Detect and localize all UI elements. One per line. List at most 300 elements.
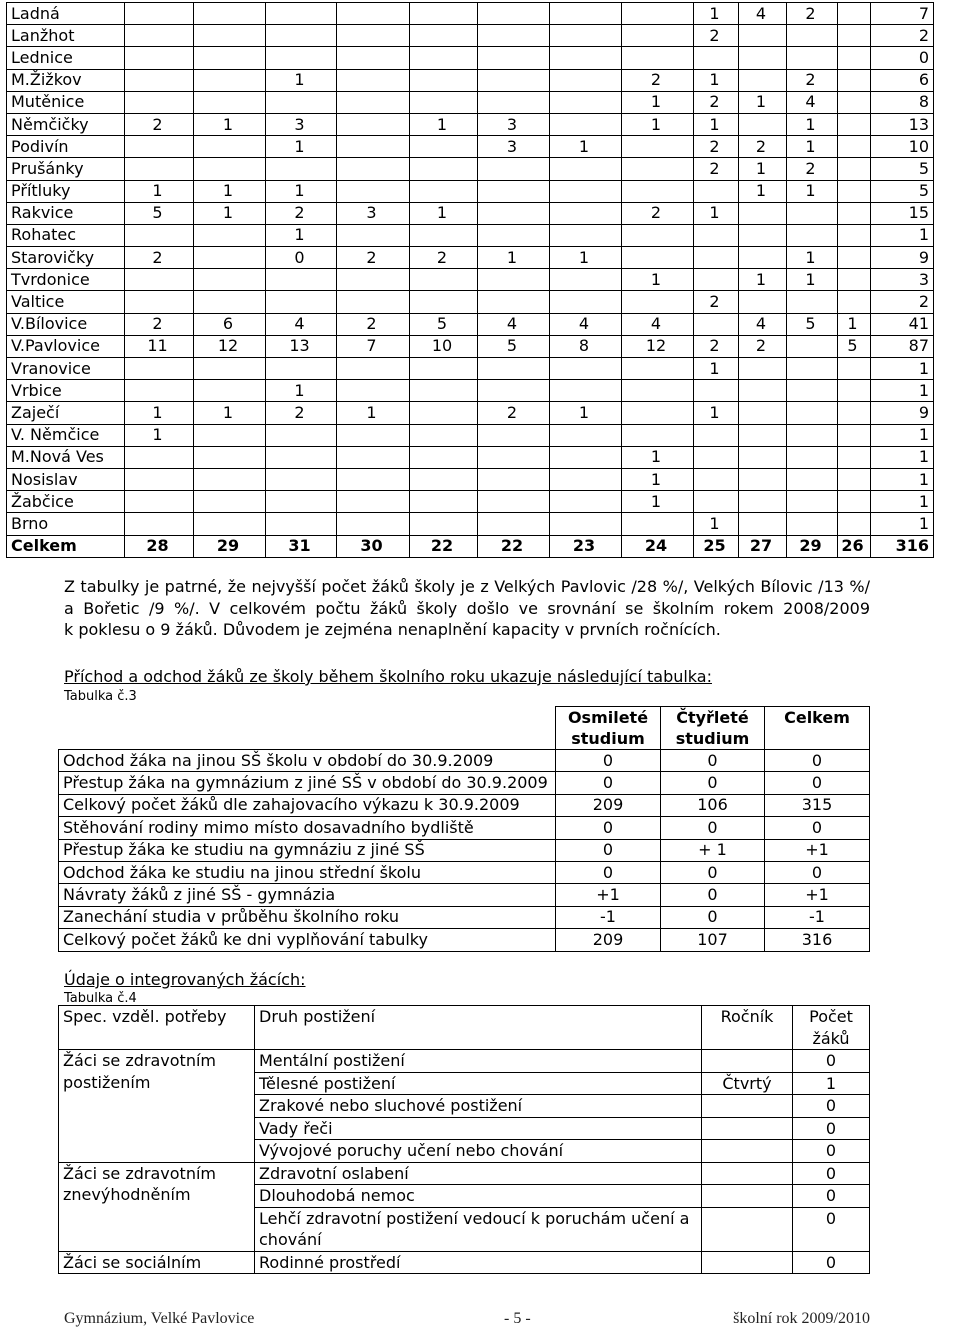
count-cell: 1 — [550, 136, 622, 158]
header-empty-cell — [59, 707, 556, 750]
count-cell: 1 — [194, 202, 266, 224]
count-cell: 2 — [622, 202, 694, 224]
grade-cell — [702, 1185, 793, 1208]
count-cell: 3 — [478, 113, 550, 135]
count-cell — [838, 69, 871, 91]
count-cell — [739, 224, 787, 246]
count-cell: 1 — [622, 468, 694, 490]
count-cell: 2 — [478, 402, 550, 424]
count-cell: 0 — [793, 1162, 870, 1185]
table-row — [7, 180, 934, 202]
table-row — [7, 47, 934, 69]
grade-cell — [702, 1140, 793, 1163]
table-row — [7, 313, 934, 335]
footer-school-year: školní rok 2009/2010 — [733, 1310, 870, 1327]
municipality-name: Lednice — [7, 47, 125, 69]
table-row — [7, 491, 934, 513]
count-cell — [838, 25, 871, 47]
count-cell: 1 — [266, 380, 337, 402]
table-row — [7, 202, 934, 224]
count-cell — [838, 402, 871, 424]
count-cell — [787, 25, 838, 47]
count-cell: 3 — [266, 113, 337, 135]
row-label: Stěhování rodiny mimo místo dosavadního bydliště — [59, 817, 556, 839]
table-row — [7, 269, 934, 291]
impairment-type: Vady řeči — [255, 1117, 702, 1140]
count-cell — [739, 491, 787, 513]
count-cell — [787, 380, 838, 402]
count-cell — [194, 47, 266, 69]
count-cell — [194, 69, 266, 91]
column-header: Spec. vzděl. potřeby — [59, 1006, 255, 1050]
count-cell — [550, 380, 622, 402]
count-cell — [787, 402, 838, 424]
count-cell: 2 — [694, 25, 739, 47]
count-cell — [478, 224, 550, 246]
count-cell: 1 — [622, 491, 694, 513]
count-cell: 5 — [125, 202, 194, 224]
count-cell — [622, 224, 694, 246]
summary-paragraph — [64, 576, 870, 641]
count-cell — [337, 91, 410, 113]
count-cell — [787, 468, 838, 490]
count-cell — [478, 91, 550, 113]
count-cell — [550, 91, 622, 113]
count-cell: 1 — [622, 113, 694, 135]
summary-line: a Bořetic /9 %/. V celkovém počtu žáků školy došlo ve srovnání se školním rokem 2008/2009 — [64, 598, 870, 618]
value-cell: 0 — [556, 839, 661, 861]
impairment-type: Rodinné prostředí — [255, 1251, 702, 1274]
count-cell — [125, 491, 194, 513]
row-total-cell: 15 — [871, 202, 934, 224]
row-total-cell: 87 — [871, 335, 934, 357]
count-cell: 0 — [793, 1207, 870, 1251]
count-cell — [739, 113, 787, 135]
summary-line: k poklesu o 9 žáků. Důvodem je zejména nenaplnění kapacity v prvních ročnících. — [64, 620, 721, 639]
count-cell: 6 — [194, 313, 266, 335]
count-cell: 29 — [194, 535, 266, 557]
count-cell — [194, 468, 266, 490]
value-cell: -1 — [556, 906, 661, 928]
count-cell: 2 — [694, 91, 739, 113]
count-cell: 0 — [793, 1140, 870, 1163]
count-cell — [125, 3, 194, 25]
count-cell — [125, 269, 194, 291]
grade-cell — [702, 1251, 793, 1274]
count-cell — [622, 291, 694, 313]
municipality-name: Vrbice — [7, 380, 125, 402]
count-cell — [125, 513, 194, 535]
count-cell — [694, 313, 739, 335]
value-cell: 0 — [661, 906, 765, 928]
table-row — [7, 224, 934, 246]
count-cell — [194, 491, 266, 513]
count-cell — [622, 380, 694, 402]
count-cell: 0 — [793, 1117, 870, 1140]
count-cell — [838, 91, 871, 113]
count-cell: 1 — [787, 113, 838, 135]
value-cell: 0 — [765, 861, 870, 883]
row-total-cell: 9 — [871, 247, 934, 269]
transfers-header-row — [59, 707, 870, 750]
footer-page-number: - 5 - — [504, 1310, 531, 1327]
count-cell: 1 — [125, 402, 194, 424]
impairment-type: Dlouhodobá nemoc — [255, 1185, 702, 1208]
count-cell: 2 — [787, 3, 838, 25]
table-row — [59, 839, 870, 861]
count-cell: 11 — [125, 335, 194, 357]
count-cell: 22 — [478, 535, 550, 557]
count-cell — [478, 202, 550, 224]
count-cell: 1 — [622, 446, 694, 468]
count-cell — [194, 513, 266, 535]
count-cell — [694, 468, 739, 490]
count-cell — [550, 224, 622, 246]
count-cell — [739, 513, 787, 535]
count-cell — [337, 180, 410, 202]
grade-cell — [702, 1117, 793, 1140]
count-cell: 1 — [787, 269, 838, 291]
count-cell — [838, 468, 871, 490]
count-cell — [410, 224, 478, 246]
count-cell — [410, 446, 478, 468]
count-cell: 25 — [694, 535, 739, 557]
table-row — [7, 335, 934, 357]
row-total-cell: 2 — [871, 291, 934, 313]
count-cell: 1 — [266, 224, 337, 246]
count-cell — [550, 358, 622, 380]
count-cell — [787, 513, 838, 535]
count-cell — [550, 491, 622, 513]
count-cell: 5 — [478, 335, 550, 357]
table-row — [59, 817, 870, 839]
value-cell: 0 — [556, 861, 661, 883]
count-cell — [125, 47, 194, 69]
count-cell: 4 — [478, 313, 550, 335]
row-total-cell: 1 — [871, 380, 934, 402]
integrated-table-body — [59, 1050, 870, 1274]
count-cell — [694, 380, 739, 402]
row-label: Přestup žáka ke studiu na gymnáziu z jiné SŠ — [59, 839, 556, 861]
municipality-name: Němčičky — [7, 113, 125, 135]
count-cell — [838, 491, 871, 513]
count-cell — [478, 158, 550, 180]
count-cell — [694, 180, 739, 202]
transfers-table-body — [59, 750, 870, 952]
footer-school: Gymnázium, Velké Pavlovice — [64, 1310, 255, 1327]
count-cell — [266, 446, 337, 468]
count-cell: 1 — [550, 402, 622, 424]
municipality-table — [6, 2, 934, 558]
count-cell — [838, 380, 871, 402]
count-cell: 3 — [478, 136, 550, 158]
count-cell: 2 — [266, 202, 337, 224]
row-total-cell: 1 — [871, 446, 934, 468]
count-cell: 2 — [125, 313, 194, 335]
row-total-cell: 13 — [871, 113, 934, 135]
value-cell: 316 — [765, 929, 870, 951]
count-cell: 12 — [622, 335, 694, 357]
count-cell — [410, 513, 478, 535]
count-cell — [550, 180, 622, 202]
count-cell — [838, 224, 871, 246]
count-cell: 1 — [622, 91, 694, 113]
count-cell — [739, 247, 787, 269]
group-label: Žáci se sociálním — [59, 1251, 255, 1274]
table-row — [7, 358, 934, 380]
count-cell — [410, 136, 478, 158]
group-label: Žáci se zdravotním postižením — [59, 1050, 255, 1163]
municipality-name: Nosislav — [7, 468, 125, 490]
table-row — [59, 1162, 870, 1185]
count-cell: 1 — [622, 269, 694, 291]
count-cell — [550, 468, 622, 490]
count-cell: 3 — [337, 202, 410, 224]
count-cell: 2 — [787, 69, 838, 91]
column-header: Celkem — [765, 707, 870, 750]
count-cell — [125, 358, 194, 380]
count-cell: 22 — [410, 535, 478, 557]
section4-heading: Údaje o integrovaných žácích: — [64, 970, 306, 989]
count-cell — [787, 446, 838, 468]
value-cell: 209 — [556, 794, 661, 816]
count-cell — [337, 47, 410, 69]
count-cell — [410, 158, 478, 180]
row-label: Přestup žáka na gymnázium z jiné SŠ v období do 30.9.2009 — [59, 772, 556, 794]
table-row — [7, 158, 934, 180]
table-row — [7, 468, 934, 490]
count-cell — [337, 513, 410, 535]
count-cell: 1 — [410, 113, 478, 135]
count-cell: 28 — [125, 535, 194, 557]
count-cell: 7 — [337, 335, 410, 357]
municipality-name: M.Žižkov — [7, 69, 125, 91]
grade-cell: Čtvrtý — [702, 1072, 793, 1095]
value-cell: 0 — [765, 817, 870, 839]
count-cell — [194, 446, 266, 468]
count-cell — [478, 491, 550, 513]
integrated-students-table — [58, 1005, 870, 1274]
count-cell: 4 — [739, 3, 787, 25]
count-cell — [337, 424, 410, 446]
count-cell: 2 — [125, 113, 194, 135]
municipality-name: Lanžhot — [7, 25, 125, 47]
count-cell: 24 — [622, 535, 694, 557]
municipality-name: M.Nová Ves — [7, 446, 125, 468]
table-row — [7, 513, 934, 535]
table-row — [59, 861, 870, 883]
municipality-name: Starovičky — [7, 247, 125, 269]
count-cell: 1 — [694, 69, 739, 91]
count-cell — [266, 513, 337, 535]
count-cell — [337, 269, 410, 291]
value-cell: 0 — [556, 750, 661, 772]
count-cell — [478, 358, 550, 380]
count-cell: 0 — [266, 247, 337, 269]
count-cell — [622, 402, 694, 424]
row-label: Celkový počet žáků dle zahajovacího výkazu k 30.9.2009 — [59, 794, 556, 816]
value-cell: 106 — [661, 794, 765, 816]
count-cell — [550, 446, 622, 468]
row-total-cell: 9 — [871, 402, 934, 424]
count-cell: 13 — [266, 335, 337, 357]
row-label: Návraty žáků z jiné SŠ - gymnázia — [59, 884, 556, 906]
impairment-type: Mentální postižení — [255, 1050, 702, 1073]
count-cell — [125, 91, 194, 113]
count-cell — [739, 446, 787, 468]
table-row — [7, 91, 934, 113]
count-cell — [550, 47, 622, 69]
count-cell — [478, 47, 550, 69]
count-cell — [838, 180, 871, 202]
integrated-header-row — [59, 1006, 870, 1050]
count-cell — [337, 358, 410, 380]
value-cell: +1 — [556, 884, 661, 906]
count-cell: 1 — [550, 247, 622, 269]
count-cell — [194, 3, 266, 25]
table-row — [59, 1251, 870, 1274]
count-cell — [787, 47, 838, 69]
impairment-type: Zrakové nebo sluchové postižení — [255, 1095, 702, 1118]
row-total-cell: 3 — [871, 269, 934, 291]
value-cell: 0 — [661, 817, 765, 839]
municipality-name: Prušánky — [7, 158, 125, 180]
section3-caption: Tabulka č.3 — [64, 689, 137, 704]
table-row — [7, 291, 934, 313]
count-cell — [410, 402, 478, 424]
count-cell: 2 — [337, 313, 410, 335]
count-cell — [694, 491, 739, 513]
count-cell — [266, 3, 337, 25]
total-row — [7, 535, 934, 557]
impairment-type: Tělesné postižení — [255, 1072, 702, 1095]
count-cell — [838, 202, 871, 224]
row-total-cell: 5 — [871, 180, 934, 202]
count-cell — [410, 424, 478, 446]
row-total-cell: 5 — [871, 158, 934, 180]
count-cell — [266, 491, 337, 513]
count-cell — [787, 424, 838, 446]
impairment-type: Vývojové poruchy učení nebo chování — [255, 1140, 702, 1163]
count-cell — [694, 424, 739, 446]
transfers-table — [58, 706, 870, 952]
page-footer — [64, 1310, 870, 1330]
count-cell — [125, 158, 194, 180]
count-cell — [125, 291, 194, 313]
row-total-cell: 1 — [871, 513, 934, 535]
count-cell — [694, 247, 739, 269]
count-cell: 1 — [194, 113, 266, 135]
row-label: Zanechání studia v průběhu školního roku — [59, 906, 556, 928]
count-cell: 2 — [266, 402, 337, 424]
count-cell — [739, 291, 787, 313]
municipality-name: Zaječí — [7, 402, 125, 424]
column-header: Čtyřleté studium — [661, 707, 765, 750]
count-cell: 2 — [739, 136, 787, 158]
count-cell — [194, 91, 266, 113]
count-cell: 2 — [622, 69, 694, 91]
count-cell — [337, 3, 410, 25]
table-row — [59, 884, 870, 906]
count-cell — [739, 47, 787, 69]
municipality-name: V.Bílovice — [7, 313, 125, 335]
count-cell — [478, 291, 550, 313]
municipality-name: Rohatec — [7, 224, 125, 246]
count-cell — [622, 47, 694, 69]
table-row — [59, 906, 870, 928]
count-cell — [739, 202, 787, 224]
row-total-cell: 41 — [871, 313, 934, 335]
count-cell: 1 — [694, 513, 739, 535]
row-total-cell: 1 — [871, 424, 934, 446]
count-cell — [478, 269, 550, 291]
table-row — [7, 247, 934, 269]
count-cell: 2 — [337, 247, 410, 269]
table-row — [7, 424, 934, 446]
count-cell — [266, 25, 337, 47]
table-row — [7, 136, 934, 158]
count-cell: 1 — [694, 402, 739, 424]
count-cell: 4 — [622, 313, 694, 335]
count-cell: 1 — [787, 136, 838, 158]
count-cell: 1 — [266, 180, 337, 202]
count-cell — [410, 3, 478, 25]
count-cell: 2 — [739, 335, 787, 357]
count-cell — [550, 513, 622, 535]
count-cell: 2 — [694, 158, 739, 180]
row-total-cell: 1 — [871, 468, 934, 490]
municipality-table-body — [7, 3, 934, 558]
row-total-cell: 8 — [871, 91, 934, 113]
count-cell — [622, 158, 694, 180]
count-cell — [410, 180, 478, 202]
count-cell — [478, 446, 550, 468]
municipality-name: V.Pavlovice — [7, 335, 125, 357]
count-cell — [410, 25, 478, 47]
count-cell — [266, 91, 337, 113]
count-cell — [337, 158, 410, 180]
count-cell — [622, 3, 694, 25]
count-cell — [787, 491, 838, 513]
value-cell: + 1 — [661, 839, 765, 861]
count-cell — [410, 69, 478, 91]
count-cell — [125, 136, 194, 158]
count-cell: 1 — [194, 402, 266, 424]
count-cell — [838, 113, 871, 135]
count-cell: 1 — [787, 180, 838, 202]
count-cell — [622, 136, 694, 158]
impairment-type: Lehčí zdravotní postižení vedoucí k poruchám učení a chování — [255, 1207, 702, 1251]
count-cell: 1 — [739, 269, 787, 291]
count-cell: 4 — [550, 313, 622, 335]
column-header: Počet žáků — [793, 1006, 870, 1050]
count-cell: 5 — [838, 335, 871, 357]
impairment-type: Zdravotní oslabení — [255, 1162, 702, 1185]
value-cell: 0 — [765, 772, 870, 794]
count-cell: 8 — [550, 335, 622, 357]
count-cell — [739, 25, 787, 47]
count-cell — [478, 180, 550, 202]
count-cell — [739, 69, 787, 91]
row-total-cell: 1 — [871, 224, 934, 246]
municipality-name: V. Němčice — [7, 424, 125, 446]
count-cell: 2 — [694, 291, 739, 313]
count-cell: 1 — [694, 358, 739, 380]
group-label: Žáci se zdravotním znevýhodněním — [59, 1162, 255, 1251]
count-cell: 1 — [793, 1072, 870, 1095]
count-cell — [550, 113, 622, 135]
count-cell: 4 — [739, 313, 787, 335]
